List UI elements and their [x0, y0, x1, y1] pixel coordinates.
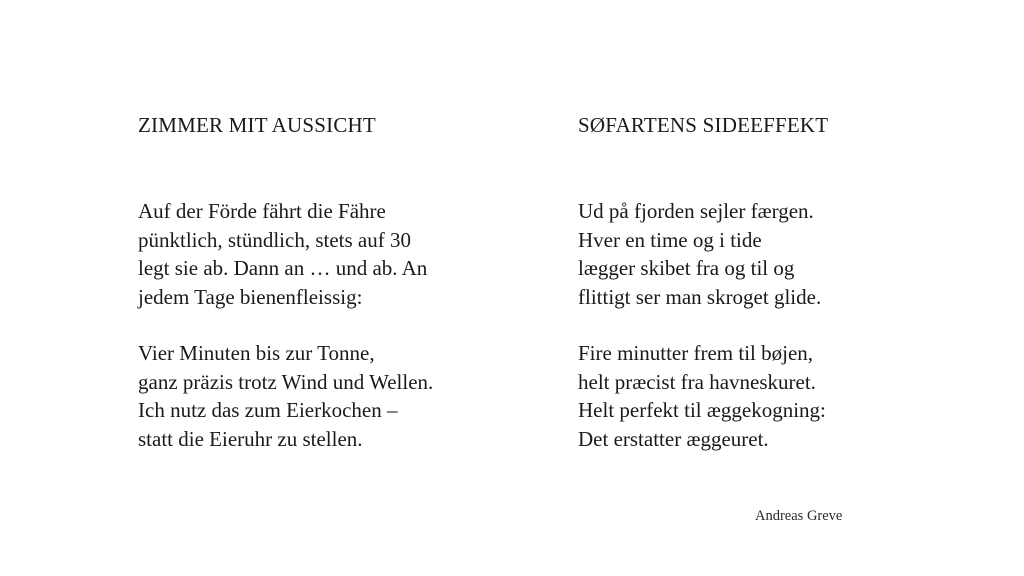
- poem-line: flittigt ser man skroget glide.: [578, 285, 822, 310]
- poem-line: helt præcist fra havneskuret.: [578, 369, 816, 394]
- stanza: [578, 197, 821, 312]
- poem-line: Det erstatter æggeuret.: [578, 427, 769, 452]
- poem-line: Hver en time og i tide: [578, 227, 762, 252]
- poem-title: SØFARTENS SIDEEFFEKT: [578, 113, 829, 137]
- poem-line: statt die Eieruhr zu stellen.: [138, 427, 363, 452]
- poem-title: ZIMMER MIT AUSSICHT: [138, 113, 376, 137]
- poem-line: legt sie ab. Dann an … und ab. An: [138, 256, 428, 281]
- poem-line: Ich nutz das zum Eierkochen –: [138, 398, 398, 423]
- author-name: Andreas Greve: [755, 508, 843, 524]
- poem-line: jedem Tage bienenfleissig:: [138, 285, 363, 310]
- poem-line: Helt perfekt til æggekogning:: [578, 398, 826, 423]
- poem-line: Vier Minuten bis zur Tonne,: [138, 341, 375, 365]
- stanza: [138, 339, 433, 454]
- poem-line: Fire minutter frem til bøjen,: [578, 341, 814, 365]
- stanza: [138, 197, 427, 312]
- poem-line: Ud på fjorden sejler færgen.: [578, 199, 814, 223]
- poem-line: Auf der Förde fährt die Fähre: [138, 199, 386, 223]
- poem-line: pünktlich, stündlich, stets auf 30: [138, 227, 411, 252]
- stanza: [578, 339, 826, 454]
- poem-line: ganz präzis trotz Wind und Wellen.: [138, 369, 434, 394]
- poem-line: lægger skibet fra og til og: [578, 256, 795, 281]
